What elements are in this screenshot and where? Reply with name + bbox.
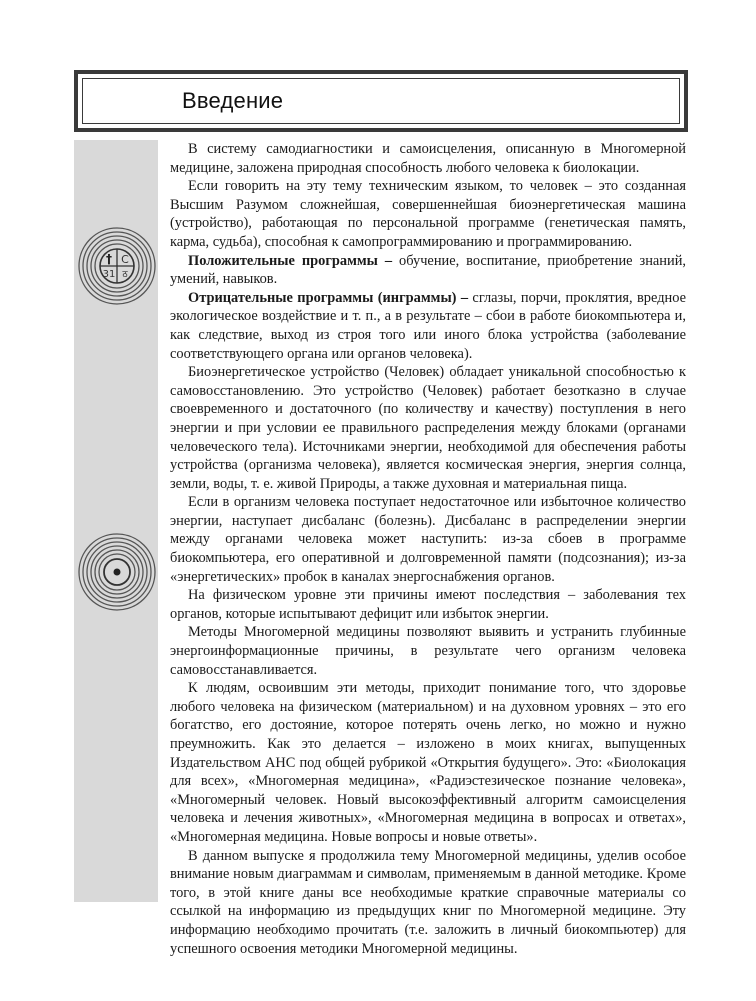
emblem-letter: С	[121, 253, 129, 266]
paragraph-text: Если в организм человека поступает недостаточное или избыточное количество энергии, наступает дисбаланс (болезнь). Дисбаланс в распределении энергии между органами человека может наступить: из-за сбоев в программе биокомпьютера, его оперативной и долговременной памяти (подсознания); из-за «энергетических» пробок в каналах энергоснабжения органов.	[170, 494, 686, 585]
paragraph-text: На физическом уровне эти причины имеют последствия – заболевания тех органов, которые испытывают дефицит или избыток энергии.	[170, 587, 686, 622]
paragraph	[170, 847, 686, 959]
emblem-number: 31	[102, 269, 116, 280]
emblem-cross: †	[106, 252, 112, 266]
paragraph	[170, 140, 686, 177]
paragraph-text: обучение, воспитание, приобретение знаний, умений, навыков.	[170, 252, 686, 288]
target-emblem-icon	[77, 532, 157, 612]
paragraph	[170, 679, 686, 846]
paragraph	[170, 252, 686, 289]
header-inner-frame	[82, 78, 680, 124]
body-text	[170, 140, 686, 958]
paragraph-text: Если говорить на эту тему техническим языком, то человек – это созданная Высшим Разумом сложнейшая, совершеннейшая биоэнергетическая машина (устройство), работающая по персональной программе (генетическая память, карма, судьба), способная к самопрограммированию и программированию.	[170, 178, 686, 250]
concentric-emblem-icon	[77, 226, 157, 306]
paragraph	[170, 623, 686, 679]
header-frame	[74, 70, 688, 132]
paragraph	[170, 586, 686, 623]
paragraph	[170, 289, 686, 363]
paragraph	[170, 363, 686, 493]
paragraph-text: В данном выпуске я продолжила тему Многомерной медицины, уделив особое внимание новым диаграммам и символам, применяемым в данной методике. Кроме того, в этой книге даны все необходимые краткие справочные материалы со ссылкой на информацию из предыдущих книг по Многомерной медицине. Эту информацию необходимо прочитать (т.е. заложить в личный биокомпьютер) для успешного освоения методики Многомерной медицины.	[170, 847, 686, 957]
paragraph-lead: Отрицательные программы (инграммы) –	[188, 289, 469, 306]
page-title: Введение	[182, 88, 284, 113]
paragraph-text: сглазы, порчи, проклятия, вредное экологическое воздействие и т. п., а в результате – сбои в работе биокомпьютера и, как следствие, выход из строя того или иного блока устройства (заболевание соответствующего органа или органов человека).	[170, 289, 686, 362]
paragraph-text: В систему самодиагностики и самоисцеления, описанную в Многомерной медицине, заложена природная способность любого человека к биолокации.	[170, 141, 686, 176]
paragraph-text: Биоэнергетическое устройство (Человек) обладает уникальной способностью к самовосстановлению. Это устройство (Человек) работает безотказно в случае своевременного и достаточного (по количеству и качеству) поступления в него энергии и при условии ее правильного распределения между блоками (органами человеческого тела). Источниками энергии, необходимой для обеспечения работы устройства (организма человека), является космическая энергия, энергия солнца, земли, воды, т. е. живой Природы, а также духовная и материальная пища.	[170, 364, 686, 492]
paragraph-text: Методы Многомерной медицины позволяют выявить и устранить глубинные энергоинформационные причины, в результате чего организм человека самовосстанавливается.	[170, 624, 686, 678]
paragraph-text: К людям, освоившим эти методы, приходит понимание того, что здоровье любого человека на физическом (материальном) и на духовном уровнях – это его богатство, его достояние, которое потерять очень легко, но можно и нужно преумножить. Как это делается – изложено в моих книгах, выпущенных Издательством АНС под общей рубрикой «Открытия будущего». Это: «Биолокация для всех», «Многомерная медицина», «Радиэстезическое познание человека», «Многомерный человек. Новый высокоэффективный алгоритм самоисцеления человека и лечения животных», «Многомерная медицина в вопросах и ответах», «Многомерная медицина. Новые вопросы и новые ответы».	[170, 680, 686, 845]
paragraph-lead: Положительные программы –	[188, 252, 393, 269]
paragraph	[170, 493, 686, 586]
emblem-symbol: ठ	[122, 270, 128, 280]
paragraph	[170, 177, 686, 251]
